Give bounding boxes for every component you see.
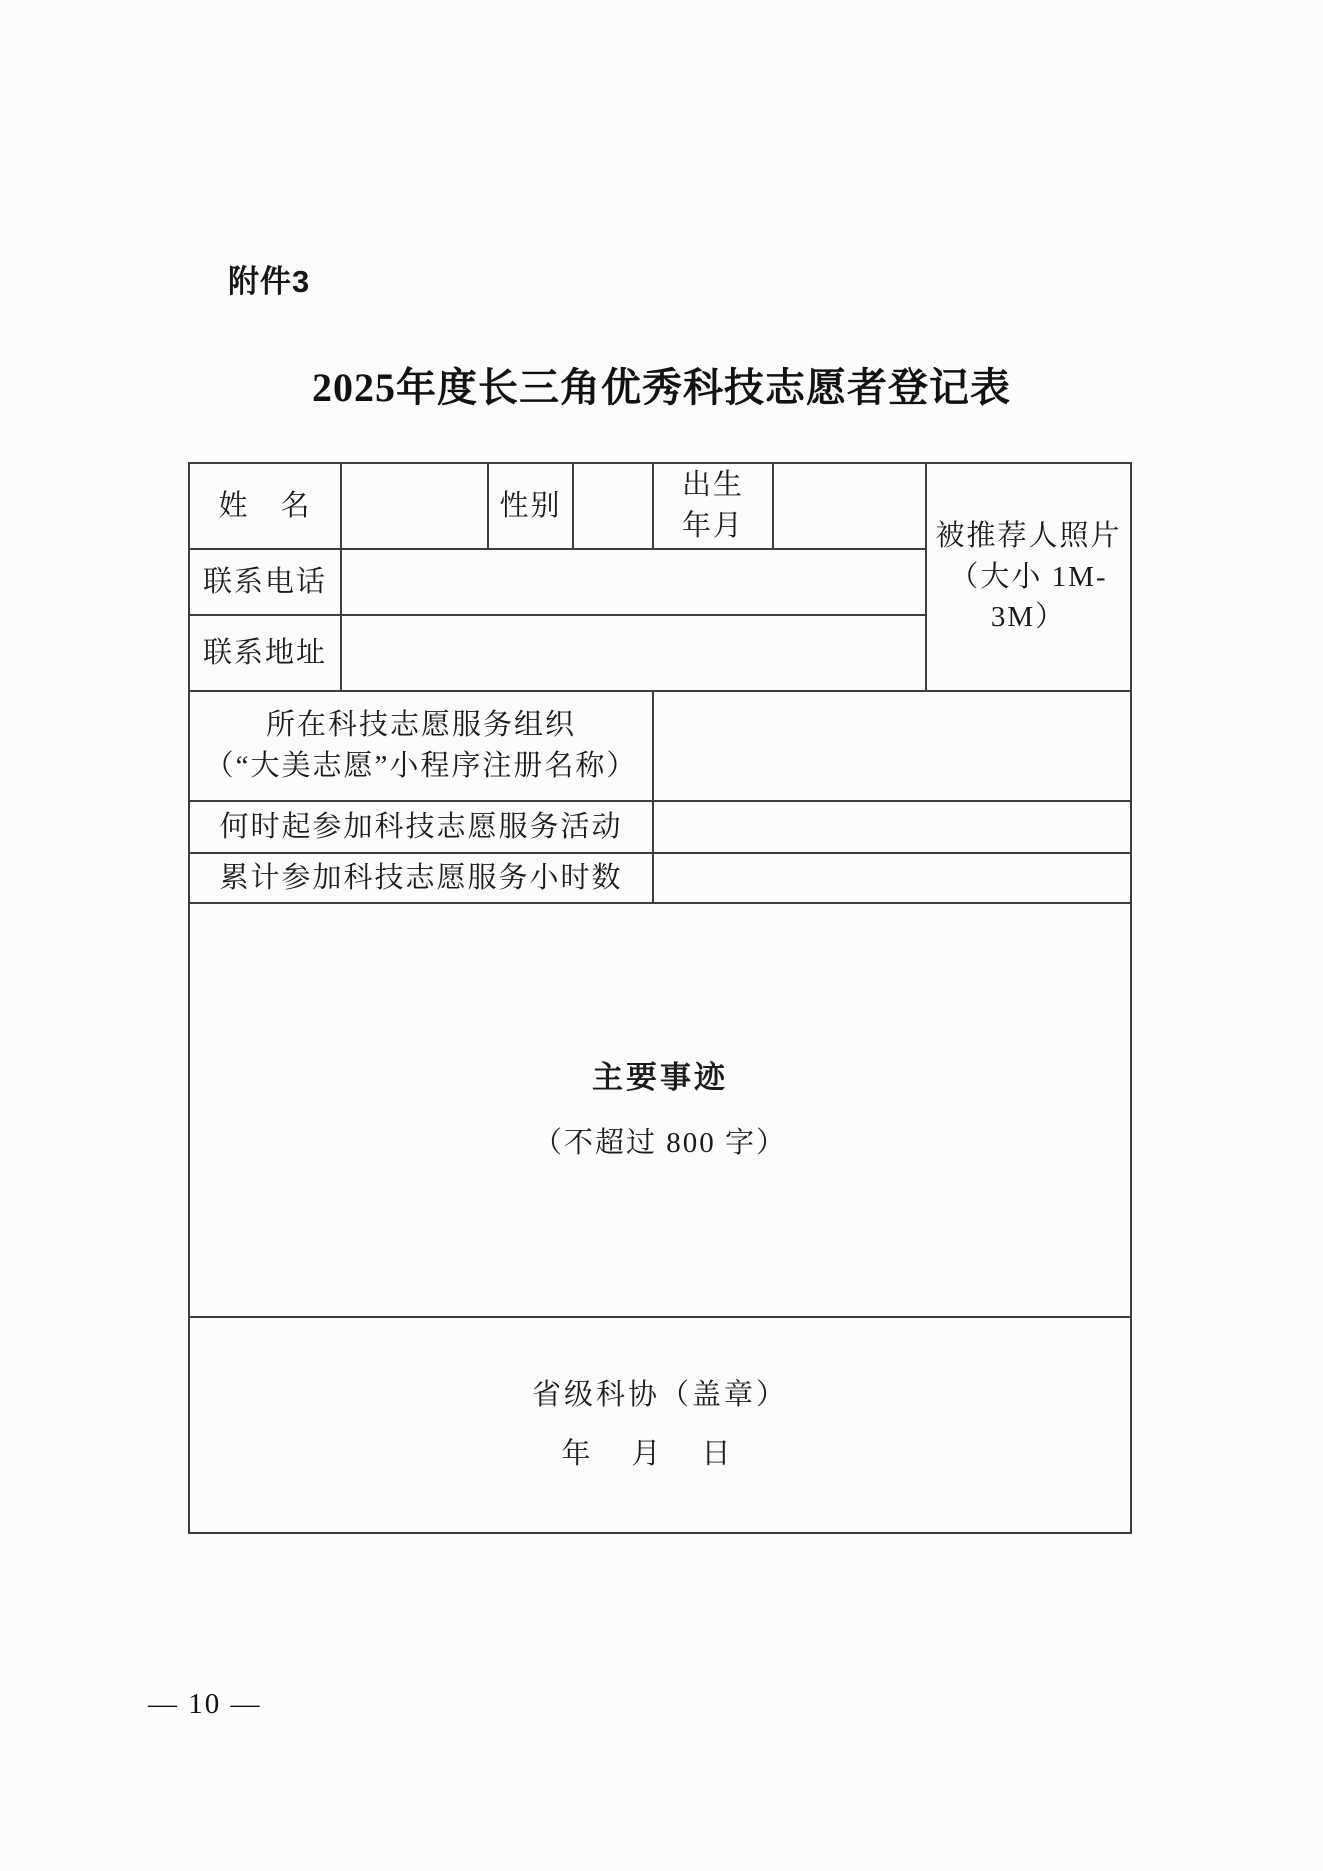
registration-form-table	[188, 462, 1132, 1534]
organization-label-cell	[189, 691, 653, 801]
row-start-date	[189, 801, 1131, 853]
phone-value-cell	[341, 549, 926, 615]
signature-cell	[189, 1317, 1131, 1533]
main-deeds-title: 主要事迹	[592, 1060, 728, 1095]
gender-value-cell	[573, 463, 653, 549]
birth-label-cell	[653, 463, 773, 549]
photo-label-line1: 被推荐人照片	[935, 520, 1122, 553]
photo-cell	[926, 463, 1131, 691]
main-deeds-cell	[189, 903, 1131, 1317]
signature-date-line: 年 月 日	[561, 1438, 737, 1470]
birth-value-cell	[773, 463, 926, 549]
photo-label-line2: （大小 1M-3M）	[949, 560, 1108, 634]
organization-label-line2: （“大美志愿”小程序注册名称）	[204, 750, 638, 782]
row-identity	[189, 463, 1131, 549]
birth-label-line2: 年月	[681, 510, 744, 542]
organization-label-line1: 所在科技志愿服务组织	[265, 709, 576, 742]
address-value-cell	[341, 615, 926, 691]
main-deeds-hint: （不超过 800 字）	[532, 1127, 787, 1160]
row-signature	[189, 1317, 1131, 1533]
phone-label-cell: 联系电话	[189, 549, 341, 615]
row-main-deeds	[189, 903, 1131, 1317]
name-label-cell: 姓 名	[189, 463, 341, 549]
total-hours-label-cell: 累计参加科技志愿服务小时数	[189, 853, 653, 903]
organization-value-cell	[653, 691, 1131, 801]
start-date-value-cell	[653, 801, 1131, 853]
row-organization	[189, 691, 1131, 801]
address-label-cell: 联系地址	[189, 615, 341, 691]
start-date-label-cell: 何时起参加科技志愿服务活动	[189, 801, 653, 853]
page-number: — 10 —	[148, 1688, 262, 1720]
attachment-label: 附件3	[228, 264, 311, 299]
total-hours-value-cell	[653, 853, 1131, 903]
page-title: 2025年度长三角优秀科技志愿者登记表	[312, 365, 1011, 410]
birth-label-line1: 出生	[681, 469, 744, 502]
gender-label-cell: 性别	[488, 463, 573, 549]
name-value-cell	[341, 463, 488, 549]
signature-org-line: 省级科协（盖章）	[531, 1379, 788, 1412]
row-total-hours	[189, 853, 1131, 903]
